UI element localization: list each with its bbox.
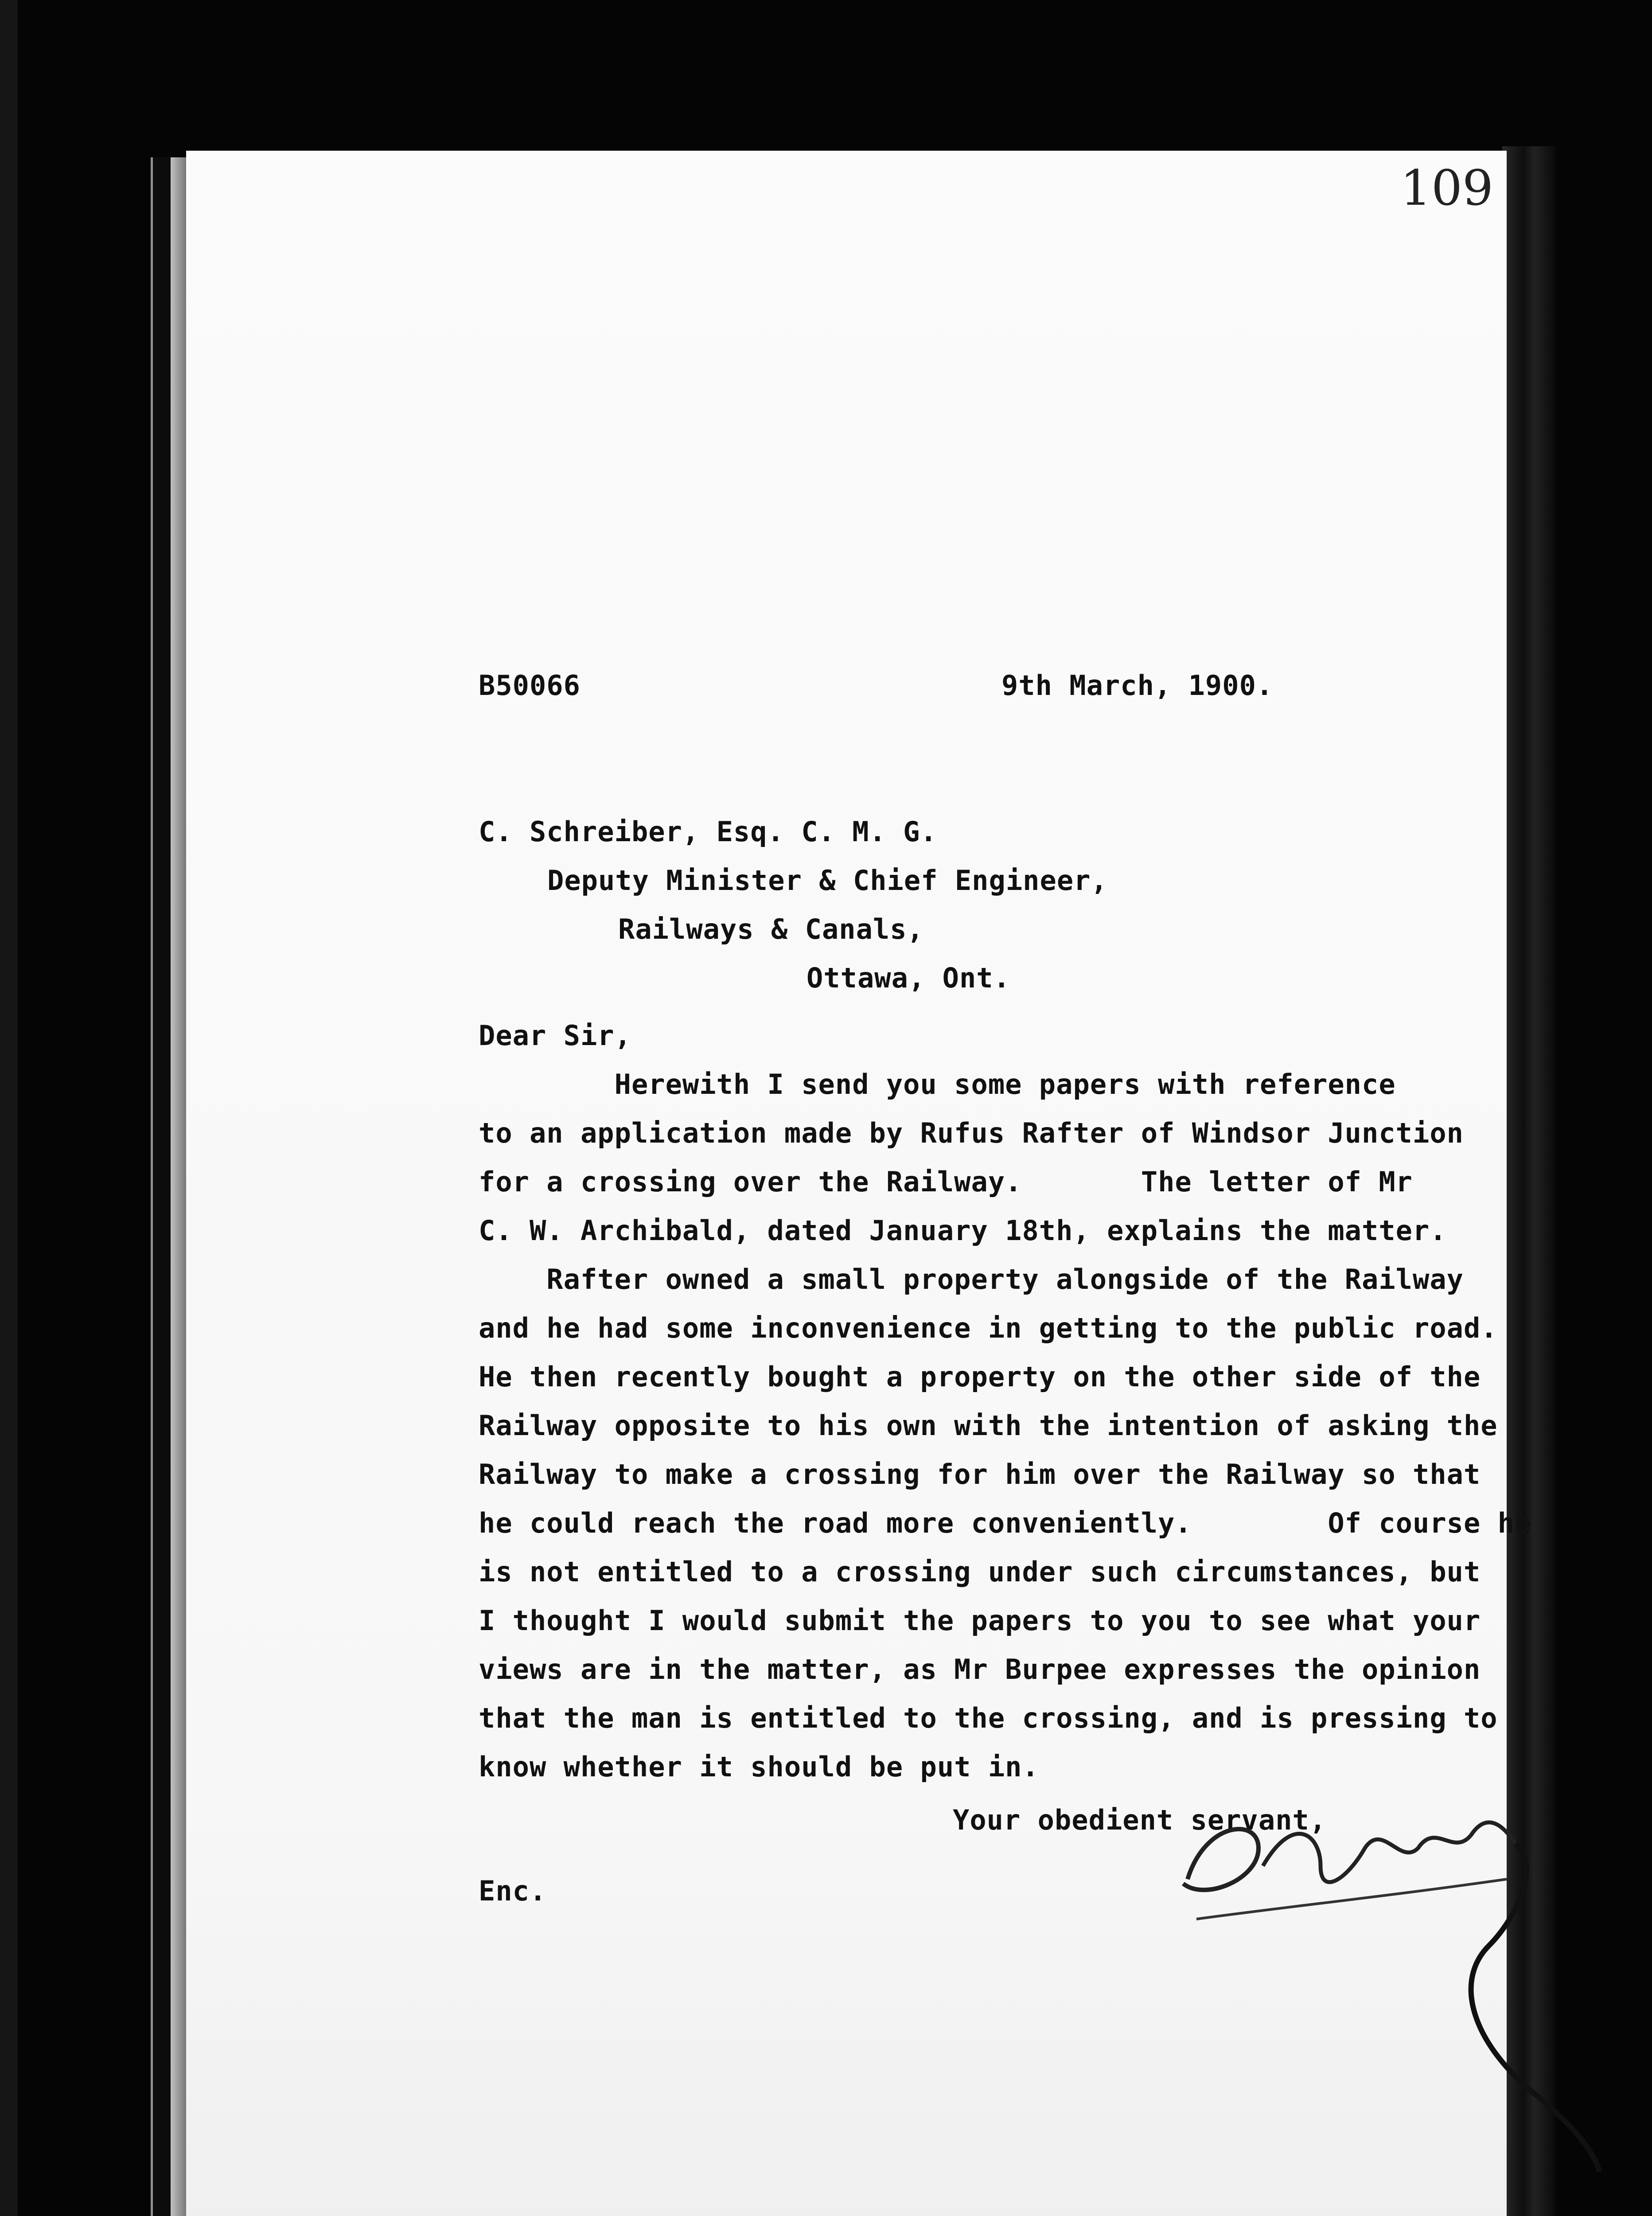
body-line: to an application made by Rufus Rafter of Windsor Junction	[479, 1117, 1464, 1149]
body-line: C. W. Archibald, dated January 18th, explains the matter.	[479, 1214, 1447, 1247]
closing: Your obedient servant,	[953, 1804, 1327, 1836]
body-line: views are in the matter, as Mr Burpee expresses the opinion	[479, 1653, 1481, 1685]
recipient-name: C. Schreiber, Esq. C. M. G.	[479, 815, 937, 848]
body-line: He then recently bought a property on the other side of the	[479, 1361, 1481, 1393]
body-line: Railway opposite to his own with the intention of asking the	[479, 1409, 1498, 1442]
body-line: know whether it should be put in.	[479, 1751, 1039, 1783]
body-line: for a crossing over the Railway. The letter of Mr	[479, 1166, 1413, 1198]
recipient-department: Railways & Canals,	[618, 913, 924, 945]
handwritten-signature	[1072, 1733, 1604, 2176]
body-line: Rafter owned a small property alongside of the Railway	[479, 1263, 1464, 1295]
body-line: is not entitled to a crossing under such circumstances, but	[479, 1556, 1481, 1588]
letter-page	[186, 151, 1532, 2216]
film-border-left	[0, 0, 18, 2216]
body-line: that the man is entitled to the crossing, and is pressing to	[479, 1702, 1498, 1734]
letter-date: 9th March, 1900.	[1001, 669, 1274, 702]
body-line: and he had some inconvenience in getting to the public road.	[479, 1312, 1498, 1344]
body-line: Railway to make a crossing for him over the Railway so that	[479, 1458, 1481, 1490]
enclosure-note: Enc.	[479, 1875, 547, 1907]
body-line: Herewith I send you some papers with reference	[479, 1068, 1396, 1100]
salutation: Dear Sir,	[479, 1019, 631, 1052]
reference-number: B50066	[479, 669, 581, 702]
recipient-city: Ottawa, Ont.	[807, 962, 1010, 994]
body-line: I thought I would submit the papers to you to see what your	[479, 1604, 1481, 1637]
page-number: 109	[1400, 160, 1493, 216]
recipient-title: Deputy Minister & Chief Engineer,	[547, 864, 1108, 897]
binding-shadow	[153, 157, 171, 2216]
body-line: he could reach the road more conveniently. Of course he	[479, 1507, 1532, 1539]
